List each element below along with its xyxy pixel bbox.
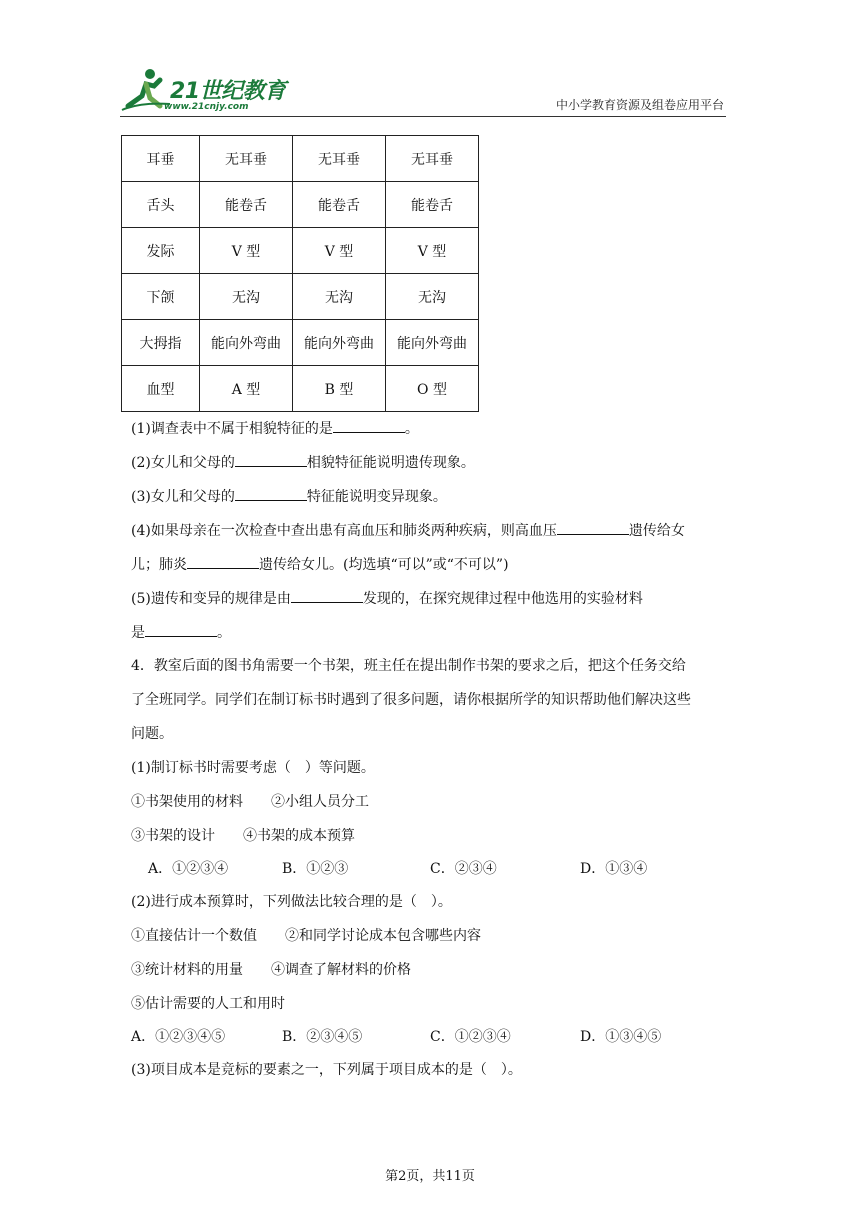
q3-part-2 <box>131 452 475 473</box>
table-cell: 能向外弯曲 <box>293 320 386 366</box>
table-cell: V 型 <box>386 228 479 274</box>
table-cell: 无耳垂 <box>293 136 386 182</box>
table-cell: 无耳垂 <box>386 136 479 182</box>
table-cell: 舌头 <box>122 182 200 228</box>
table-row <box>122 136 479 182</box>
answer-blank[interactable] <box>145 622 217 637</box>
question-text: (4)如果母亲在一次检查中查出患有高血压和肺炎两种疾病，则高血压 <box>131 523 557 539</box>
logo-url: www.21cnjy.com <box>164 102 249 112</box>
table-row <box>122 228 479 274</box>
q3-part-3 <box>131 486 447 507</box>
answer-blank[interactable] <box>557 520 629 535</box>
q3-part-1 <box>131 418 419 439</box>
q3-part-4 <box>131 520 685 541</box>
q3-part-4-cont <box>131 554 509 575</box>
table-cell: 能卷舌 <box>386 182 479 228</box>
answer-blank[interactable] <box>333 418 405 433</box>
table-row <box>122 182 479 228</box>
table-cell: A 型 <box>200 366 293 412</box>
question-text: 儿；肺炎 <box>131 557 187 573</box>
answer-blank[interactable] <box>291 588 363 603</box>
table-cell: 能卷舌 <box>200 182 293 228</box>
question-text: 发现的，在探究规律过程中他选用的实验材料 <box>362 591 643 607</box>
answer-blank[interactable] <box>235 452 307 467</box>
answer-blank[interactable] <box>187 554 259 569</box>
table-cell: 无耳垂 <box>200 136 293 182</box>
table-cell: 能卷舌 <box>293 182 386 228</box>
table-row <box>122 320 479 366</box>
question-text: 是 <box>131 625 145 641</box>
question-text: (2)女儿和父母的 <box>131 455 235 471</box>
platform-name: 中小学教育资源及组卷应用平台 <box>555 98 724 112</box>
q4-sub-3: (3)项目成本是竞标的要素之一，下列属于项目成本的是（ ）。 <box>131 1062 522 1078</box>
table-cell: 血型 <box>122 366 200 412</box>
table-cell: 无沟 <box>386 274 479 320</box>
question-text: 特征能说明变异现象。 <box>306 489 447 505</box>
table-cell: B 型 <box>293 366 386 412</box>
logo <box>120 66 290 114</box>
option-c[interactable]: C．②③④ <box>430 861 497 877</box>
q4-stem-line-1: 4．教室后面的图书角需要一个书架，班主任在提出制作书架的要求之后，把这个任务交给 <box>131 658 686 674</box>
option-c[interactable]: C．①②③④ <box>430 1029 511 1045</box>
table-row <box>122 366 479 412</box>
q4-sub-2-items: ①直接估计一个数值 ②和同学讨论成本包含哪些内容 <box>131 928 481 944</box>
option-d[interactable]: D．①③④⑤ <box>580 1029 662 1045</box>
question-text: (1)调查表中不属于相貌特征的是 <box>131 421 333 437</box>
table-cell: 大拇指 <box>122 320 200 366</box>
table-row <box>122 274 479 320</box>
answer-blank[interactable] <box>235 486 307 501</box>
q4-stem-line-3: 问题。 <box>131 726 173 742</box>
q4-sub-2: (2)进行成本预算时，下列做法比较合理的是（ ）。 <box>131 894 452 910</box>
table-cell: 下颌 <box>122 274 200 320</box>
q4-sub-2-items: ⑤估计需要的人工和用时 <box>131 996 285 1012</box>
table-cell: 无沟 <box>293 274 386 320</box>
option-d[interactable]: D．①③④ <box>580 861 648 877</box>
q3-part-5-cont <box>131 622 231 643</box>
table-cell: 能向外弯曲 <box>200 320 293 366</box>
question-text: (5)遗传和变异的规律是由 <box>131 591 291 607</box>
q3-part-5 <box>131 588 643 609</box>
logo-text: 21世纪教育 <box>170 79 286 104</box>
table-cell: 无沟 <box>200 274 293 320</box>
question-text: 。 <box>217 625 231 641</box>
option-b[interactable]: B．①②③ <box>282 861 349 877</box>
page-number: 第2页，共11页 <box>385 1169 475 1184</box>
question-text: (3)女儿和父母的 <box>131 489 235 505</box>
option-a[interactable]: A．①②③④ <box>148 861 229 877</box>
table-cell: V 型 <box>293 228 386 274</box>
survey-table <box>121 135 479 412</box>
q4-sub-1: (1)制订标书时需要考虑（ ）等问题。 <box>131 760 375 776</box>
q4-sub-1-items: ③书架的设计 ④书架的成本预算 <box>131 828 355 844</box>
option-b[interactable]: B．②③④⑤ <box>282 1029 363 1045</box>
table-cell: 发际 <box>122 228 200 274</box>
table-cell: O 型 <box>386 366 479 412</box>
question-text: 。 <box>404 421 419 437</box>
table-cell: V 型 <box>200 228 293 274</box>
page-header <box>120 66 726 117</box>
question-text: 相貌特征能说明遗传现象。 <box>306 455 475 471</box>
question-text: 遗传给女 <box>628 523 685 539</box>
q4-sub-1-items: ①书架使用的材料 ②小组人员分工 <box>131 794 369 810</box>
q4-stem-line-2: 了全班同学。同学们在制订标书时遇到了很多问题，请你根据所学的知识帮助他们解决这些 <box>131 692 691 708</box>
table-cell: 耳垂 <box>122 136 200 182</box>
q4-sub-2-items: ③统计材料的用量 ④调查了解材料的价格 <box>131 962 411 978</box>
question-text: 遗传给女儿。(均选填“可以”或“不可以”) <box>259 557 509 573</box>
option-a[interactable]: A．①②③④⑤ <box>131 1029 226 1045</box>
table-cell: 能向外弯曲 <box>386 320 479 366</box>
